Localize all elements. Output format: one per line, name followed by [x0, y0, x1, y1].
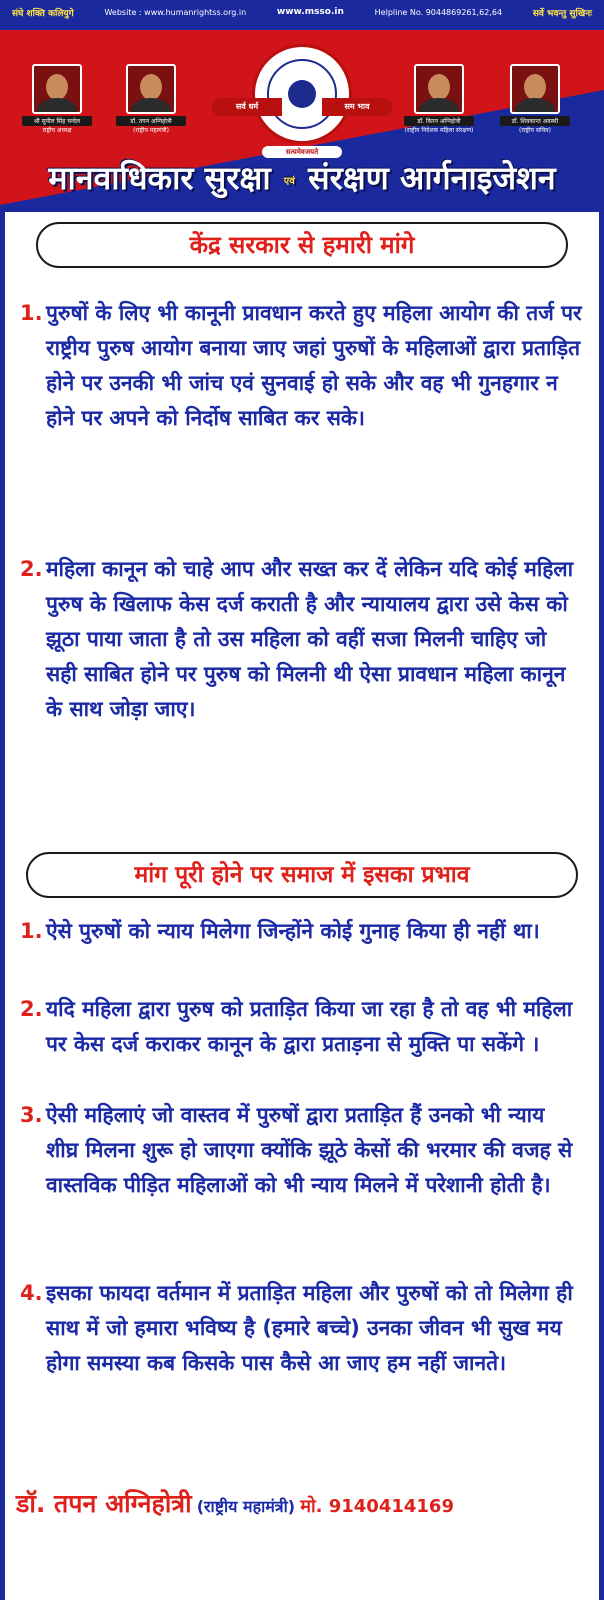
item-number: 4. — [20, 1281, 43, 1305]
portrait-photo — [32, 64, 82, 114]
item-text: महिला कानून को चाहे आप और सख्त कर दें लेकिन यदि कोई महिला पुरुष के खिलाफ केस दर्ज कराती है और न्यायालय द्वारा उसे केस को झूठा पाया जाता है तो उस महिला को वहीं सजा मिलनी चाहिए जो सही साबित होने पर पुरुष को मिलनी थी ऐसा प्रावधान महिला कानून के साथ जोड़ा जाए। — [46, 557, 574, 721]
right-border — [599, 212, 604, 1600]
portrait-name: श्री सुनील सिंह चन्देल — [22, 116, 92, 126]
emblem-ribbon-right: सम भाव — [322, 98, 392, 116]
left-slogan: संघे शक्ति कलियुगे — [12, 8, 74, 19]
org-title-left: मानवाधिकार सुरक्षा — [48, 159, 271, 197]
portrait-4 — [500, 64, 570, 134]
website-text: Website : www.humanrightss.org.in — [104, 7, 247, 17]
item-text: पुरुषों के लिए भी कानूनी प्रावधान करते हुए महिला आयोग की तर्ज पर राष्ट्रीय पुरुष आयोग बनाया जाए जहां पुरुषों के महिलाओं द्वारा प्रताड़ित होने पर उनकी भी जांच एवं सुनवाई हो सके और वह भी गुनहगार न होने पर अपने को निर्दोष साबित कर सके। — [46, 301, 582, 430]
org-title-conjunction: एवं — [283, 176, 295, 187]
impact-item-2 — [20, 992, 582, 1062]
portrait-3 — [404, 64, 474, 134]
item-text: इसका फायदा वर्तमान में प्रताड़ित महिला और पुरुषों को तो मिलेगा ही साथ में जो हमारा भविष्य है (हमारे बच्चे) उनका जीवन भी सुख मय होगा समस्या कब किसके पास कैसे आ जाए हम नहीं जानते। — [46, 1281, 573, 1375]
item-number: 2. — [20, 997, 43, 1021]
signatory-name: डॉ. तपन अग्निहोत्री — [16, 1489, 192, 1518]
demand-item-2 — [20, 552, 582, 727]
portrait-role: (राष्ट्रीय महामंत्री) — [133, 127, 169, 134]
item-number: 2. — [20, 557, 43, 581]
content-area — [0, 212, 604, 1600]
portrait-photo — [414, 64, 464, 114]
left-border — [0, 212, 5, 1600]
impact-item-1 — [20, 914, 582, 949]
header-banner — [0, 0, 604, 212]
org-title-right: संरक्षण आर्गनाइजेशन — [307, 159, 556, 197]
portrait-role: (राष्ट्रीय निदेशक महिला संरक्षण) — [404, 127, 474, 134]
domain-text: www.msso.in — [276, 7, 344, 17]
emblem-ribbon-left: सर्व धर्म — [212, 98, 282, 116]
organization-title — [0, 156, 604, 199]
portrait-name: डॉ. तपन अग्निहोत्री — [116, 116, 186, 126]
item-text: यदि महिला द्वारा पुरुष को प्रताड़ित किया जा रहा है तो वह भी महिला पर केस दर्ज कराकर कानून के द्वारा प्रताड़ना से मुक्ति पा सकेंगे । — [46, 997, 573, 1056]
item-number: 1. — [20, 919, 43, 943]
signature-line — [16, 1486, 596, 1520]
section-heading-demands: केंद्र सरकार से हमारी मांगे — [36, 222, 568, 268]
emblem-caption: सत्यमेवजयते — [262, 146, 342, 158]
portrait-photo — [126, 64, 176, 114]
signatory-phone: मो. 9140414169 — [300, 1496, 454, 1517]
portrait-name: डॉ. किरन अग्निहोत्री — [404, 116, 474, 126]
portrait-2 — [116, 64, 186, 134]
top-info-bar — [0, 0, 604, 24]
item-number: 3. — [20, 1103, 43, 1127]
signatory-role: (राष्ट्रीय महामंत्री) — [196, 1497, 296, 1516]
section-heading-impact: मांग पूरी होने पर समाज में इसका प्रभाव — [26, 852, 578, 898]
portrait-name: डॉ. शिवकान्त अवस्थी — [500, 116, 570, 126]
helpline-text: Helpline No. 9044869261,62,64 — [374, 7, 503, 17]
impact-item-3 — [20, 1098, 582, 1203]
portrait-1 — [22, 64, 92, 134]
portrait-role: राष्ट्रीय अध्यक्ष — [42, 127, 72, 134]
impact-item-4 — [20, 1276, 582, 1381]
right-slogan: सर्वे भवन्तु सुखिनः — [532, 8, 592, 19]
portrait-role: (राष्ट्रीय सचिव) — [519, 127, 551, 134]
portrait-photo — [510, 64, 560, 114]
item-number: 1. — [20, 301, 43, 325]
demand-item-1 — [20, 296, 582, 436]
organization-emblem-icon — [252, 44, 352, 144]
item-text: ऐसे पुरुषों को न्याय मिलेगा जिन्होंने कोई गुनाह किया ही नहीं था। — [46, 919, 540, 943]
item-text: ऐसी महिलाएं जो वास्तव में पुरुषों द्वारा प्रताड़ित हैं उनको भी न्याय शीघ्र मिलना शुरू हो जाएगा क्योंकि झूठे केसों की भरमार की वजह से वास्तविक पीड़ित महिलाओं को भी न्याय मिलने में परेशानी होती है। — [46, 1103, 573, 1197]
